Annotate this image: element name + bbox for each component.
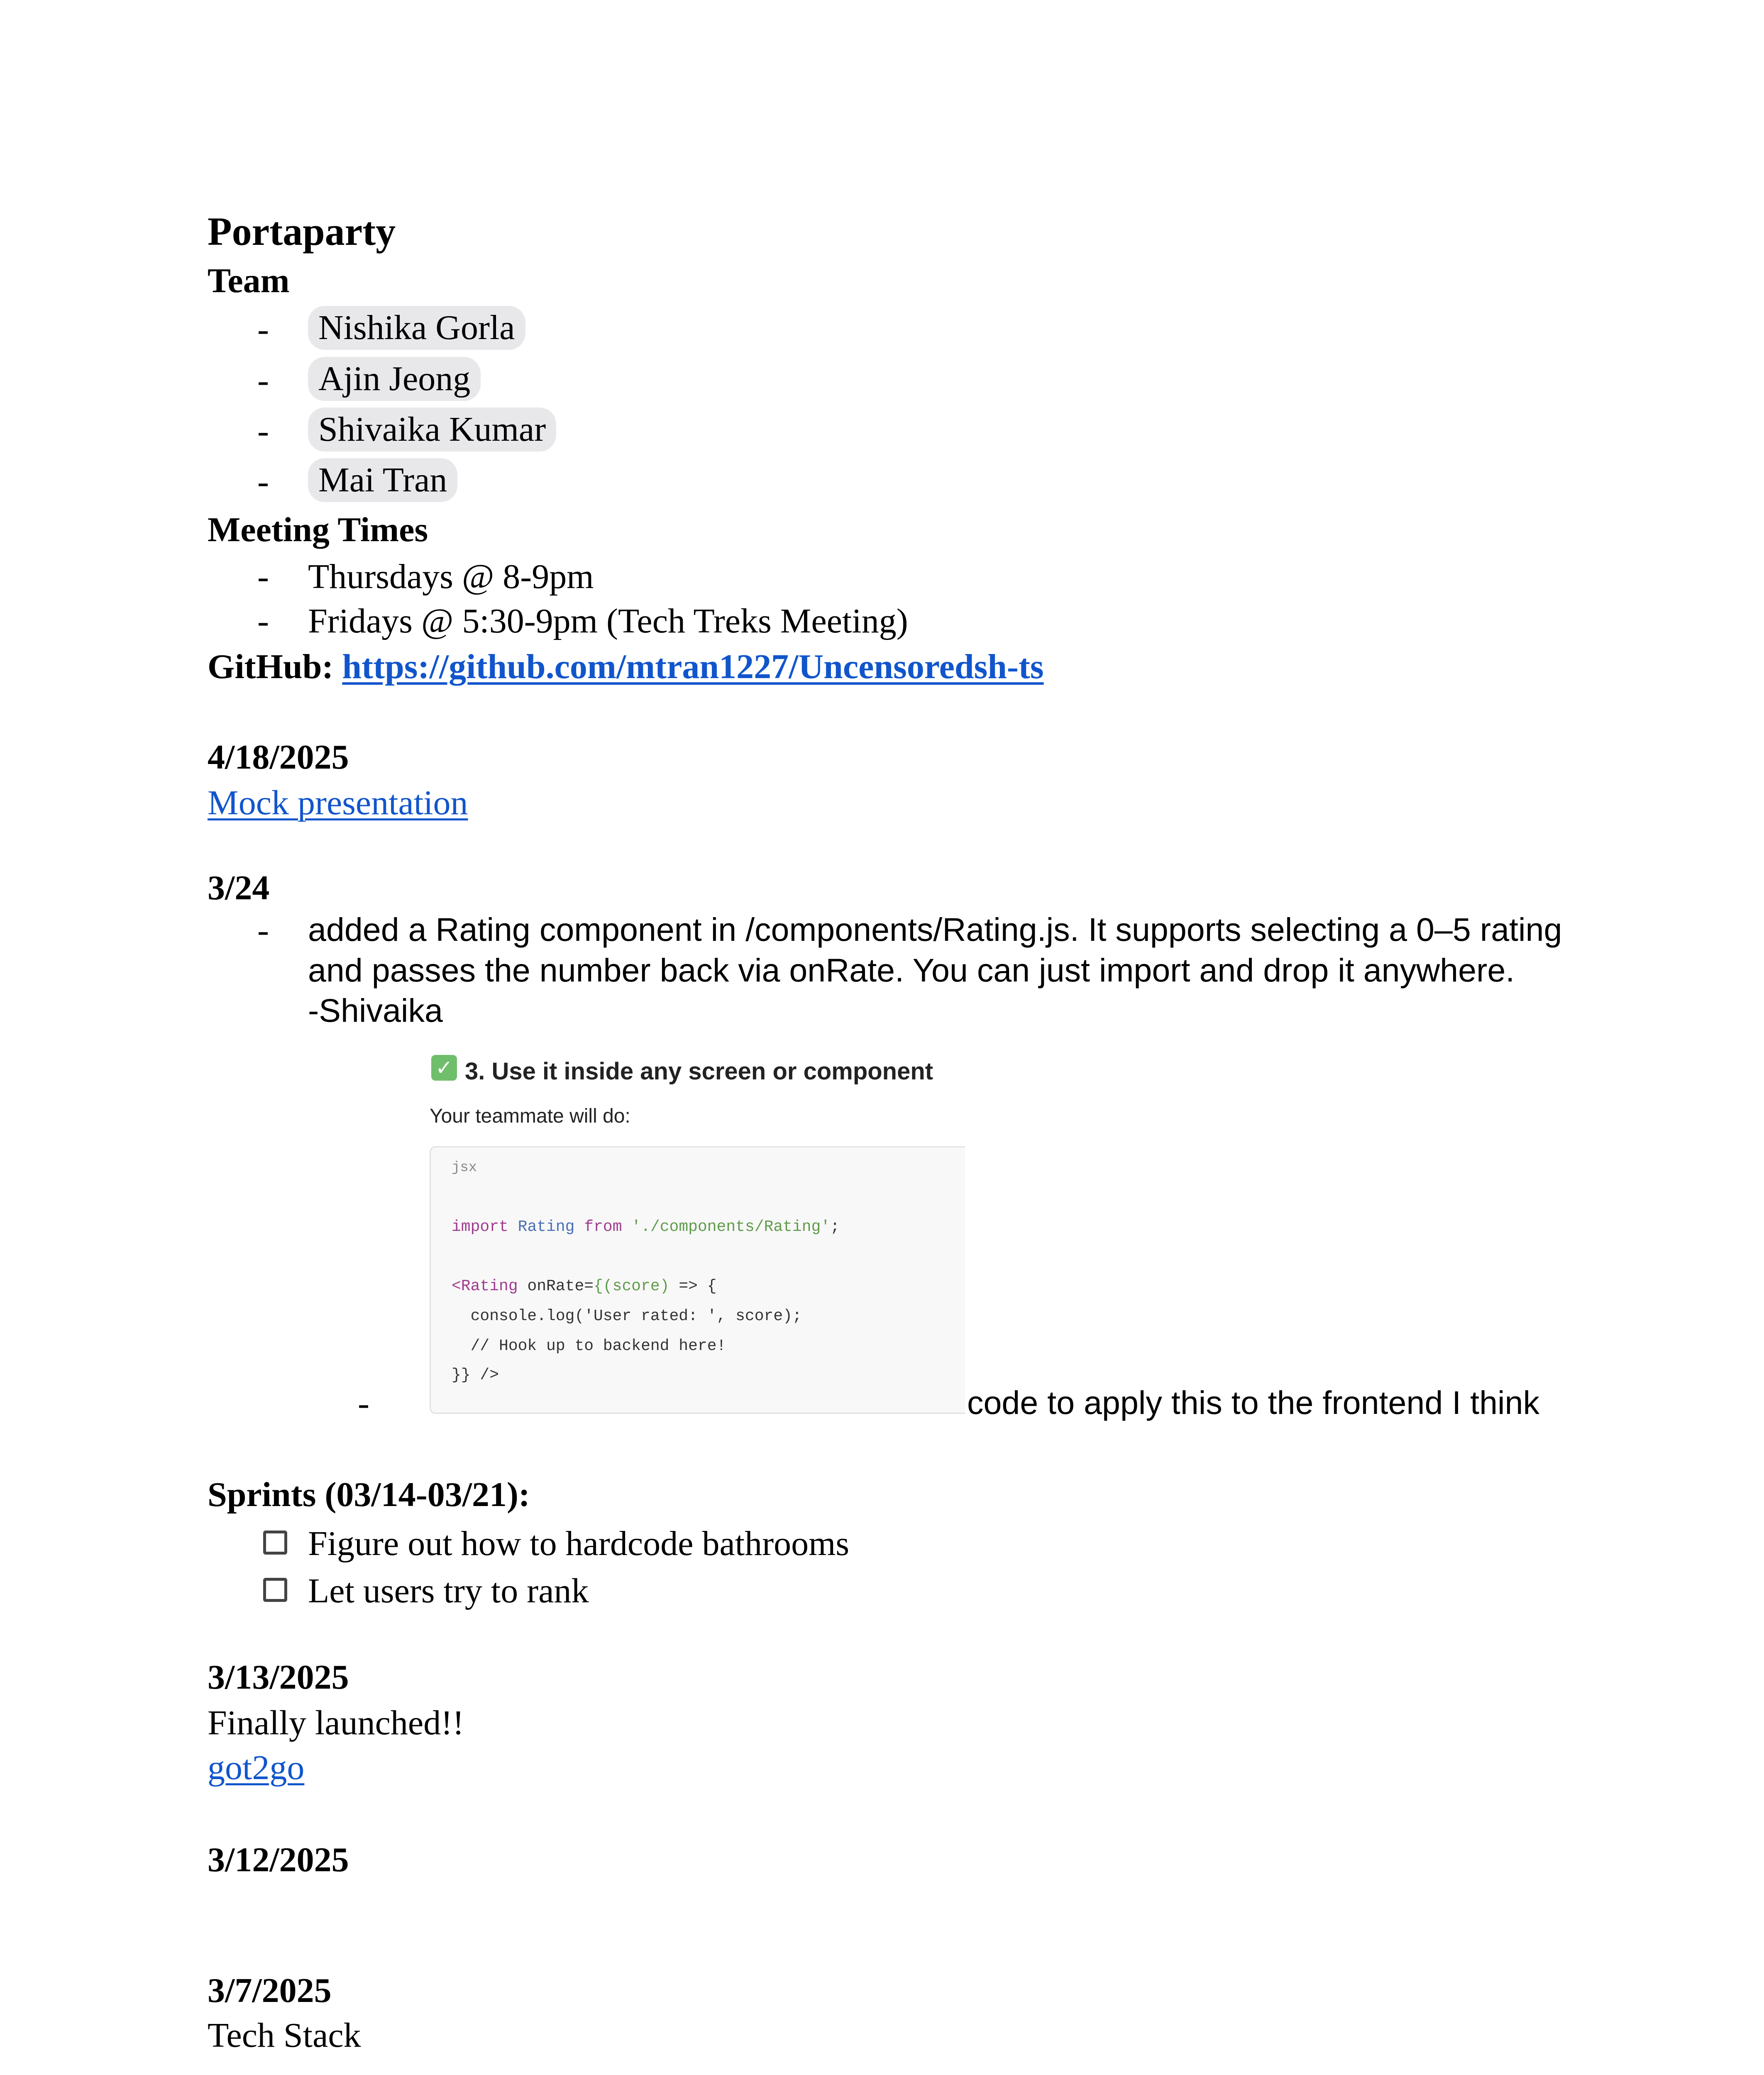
- meeting-times-heading: Meeting Times: [208, 510, 428, 549]
- person-chip-shivaika[interactable]: Shivaika Kumar: [308, 408, 556, 452]
- list-bullet: -: [257, 557, 269, 596]
- entry-date-0307: 3/7/2025: [208, 1971, 332, 2010]
- github-link[interactable]: https://github.com/mtran1227/Uncensoredsh-ts: [342, 647, 1044, 686]
- note-line-2: and passes the number back via onRate. You can just import and drop it anywhere.: [308, 952, 1515, 989]
- entry-date-0324: 3/24: [208, 869, 270, 907]
- screenshot-subtitle: Your teammate will do:: [430, 1105, 630, 1127]
- list-bullet: -: [257, 911, 269, 950]
- list-bullet: -: [257, 310, 269, 349]
- code-block: [430, 1146, 965, 1414]
- sprint-item-2: Let users try to rank: [308, 1572, 589, 1610]
- entry-date-0418: 4/18/2025: [208, 738, 349, 776]
- sprint-item-1: Figure out how to hardcode bathrooms: [308, 1524, 850, 1563]
- got2go-link[interactable]: got2go: [208, 1748, 305, 1787]
- github-label: GitHub:: [208, 647, 334, 686]
- entry-date-0313: 3/13/2025: [208, 1658, 349, 1697]
- sprint-checkbox-2[interactable]: [263, 1578, 287, 1602]
- note-line-1: added a Rating component in /components/Rating.js. It supports selecting a 0–5 rating: [308, 911, 1562, 948]
- code-line-close: }} />: [452, 1366, 499, 1384]
- mock-presentation-link[interactable]: Mock presentation: [208, 784, 468, 822]
- person-chip-nishika[interactable]: Nishika Gorla: [308, 306, 525, 350]
- code-lang-label: jsx: [452, 1160, 477, 1176]
- meeting-thursday: Thursdays @ 8-9pm: [308, 557, 594, 596]
- list-bullet: -: [257, 361, 269, 400]
- screenshot-caption: code to apply this to the frontend I think: [967, 1384, 1539, 1421]
- checkmark-icon: ✓: [431, 1055, 457, 1081]
- github-row: [208, 649, 1044, 684]
- entry-date-0312: 3/12/2025: [208, 1841, 349, 1879]
- person-chip-mai[interactable]: Mai Tran: [308, 458, 457, 502]
- screenshot-step-title: 3. Use it inside any screen or component: [465, 1058, 933, 1085]
- list-bullet: -: [257, 462, 269, 501]
- meeting-friday: Fridays @ 5:30-9pm (Tech Treks Meeting): [308, 602, 908, 640]
- list-bullet: -: [257, 602, 269, 640]
- sprints-heading: Sprints (03/14-03/21):: [208, 1475, 530, 1514]
- launch-note: Finally launched!!: [208, 1704, 464, 1742]
- embedded-code-screenshot: [425, 1038, 965, 1419]
- person-chip-ajin[interactable]: Ajin Jeong: [308, 357, 481, 401]
- list-bullet: -: [257, 412, 269, 450]
- code-line-tag: <Rating onRate={(score) => {: [452, 1277, 717, 1295]
- code-line-log: console.log('User rated: ', score);: [452, 1307, 802, 1325]
- team-heading: Team: [208, 261, 290, 300]
- doc-title: Portaparty: [208, 209, 396, 254]
- note-line-3: -Shivaika: [308, 992, 443, 1029]
- code-line-comment: // Hook up to backend here!: [452, 1337, 726, 1355]
- tech-stack-text: Tech Stack: [208, 2016, 361, 2055]
- sprint-checkbox-1[interactable]: [263, 1531, 287, 1555]
- list-bullet: -: [358, 1384, 369, 1423]
- code-line-import: import Rating from './components/Rating';: [452, 1218, 840, 1236]
